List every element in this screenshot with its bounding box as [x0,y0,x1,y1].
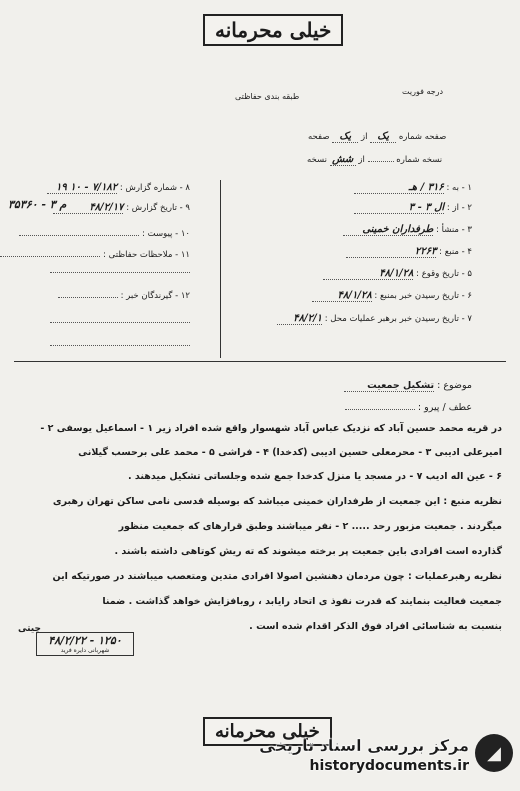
right-field-label: ۶ - تاریخ رسیدن خبر بمنبع : [374,291,472,301]
subject-label: موضوع : [437,380,472,391]
left-field-label: ۱۲ - گیرندگان خبر : [120,291,190,301]
copy-value [368,161,394,162]
body-line: نظریه منبع : این جمعیت از طرفداران خمینی میباشد که بوسیله قدسی نامی ساکن تهران رهبری [52,496,502,507]
page-unit: صفحه [308,132,330,142]
watermark-url: historydocuments.ir [309,758,469,774]
right-field-value: ال ۳ - ۳ [354,202,444,214]
copy-label: نسخه شماره [396,155,443,165]
watermark-logo-icon: ◢ [475,734,513,772]
body-line: در قریه محمد حسین آباد که نزدیک عباس آباد شهسوار واقع شده افراد زیر ۱ - اسماعیل یوسفی ۲ - [40,423,502,434]
page-total: یک [332,131,358,143]
right-field-to [354,182,472,194]
right-field-label: ۳ - منشأ : [436,225,472,235]
right-field-value: ۴۸/۲/۱ [277,313,322,325]
copy-number-line [307,154,442,166]
body-line: میگردند . جمعیت مزبور رحد ..... ۲ - نفر میباشند وطبق قرارهای که جمعیت منظور [118,521,502,532]
right-field-value: طرفداران خمینی [343,224,433,236]
blank-line [50,322,190,323]
section-divider [14,361,506,362]
subject-line [344,380,472,392]
classification-stamp-top: خیلی محرمانه [203,14,343,46]
reference-value [345,409,415,410]
blank-line [50,345,190,346]
page-value: یک [370,131,396,143]
copy-unit: نسخه [307,155,327,165]
body-line: امیرعلی ادیبی ۳ - محرمعلی حسین ادیبی (کدخدا) ۴ - فراشی ۵ - محمد علی برحسب گیلانی [78,447,502,458]
right-field-value: ۴۸/۱/۲۸ [312,290,372,302]
body-line: گذارده است افرادی باین جمعیت پر برخته میشوند که ته ریش کوتاهی داشته باشند . [114,546,502,557]
left-field-label: ۹ - تاریخ گزارش : [126,203,190,213]
right-field-occurrence-date [323,268,472,280]
page-label: صفحه شماره [398,132,447,142]
body-line: جمعیت فعالیت بنمایند که قدرت نفوذ ی اتحاد رایابد ، روبافزایش خواهد گذاشت . ضمنا [102,596,502,607]
watermark-title: مرکز بررسی اسناد تاریخی [259,736,469,755]
right-field-leader-received-date [277,313,472,325]
body-line: ۶ - عین اله ادیب ۷ - در مسجد یا منزل کدخدا جمع شده وجلساتی تشکیل میدهند . [128,471,502,482]
right-field-value: ۲۲۶۳ [346,246,436,258]
right-field-value: ۴۸/۱/۲۸ [323,268,413,280]
page-from: از [360,132,368,142]
left-field-attachment [19,229,190,239]
body-line: بنسبت به شناسائی افراد فوق الذکر اقدام شده است . [249,621,502,632]
priority-label: درجه فوریت [402,87,444,96]
left-field-report-number [47,182,190,194]
left-field-report-date [53,202,190,214]
left-field-label: ۱۰ - پیوست : [142,229,190,239]
classification-stamp-bottom: خیلی محرمانه [203,717,332,746]
copy-total: شش [330,154,356,166]
left-field-value: ۴۸/۲/۱۷ [53,202,123,214]
copy-from: از [358,155,365,165]
right-field-label: ۷ - تاریخ رسیدن خبر برهبر عملیات محل : [324,314,472,324]
left-field-value [58,297,118,298]
watermark [195,728,515,788]
left-field-value [0,256,100,257]
registration-stamp-sub: شهربانی دایره فرید [60,647,110,654]
right-field-value: ۳۱۶ / هـ [354,182,444,194]
blank-line [50,272,190,273]
page-number-line [308,131,446,143]
column-divider [220,180,221,358]
security-classification-label: طبقه بندی حفاظتی [235,92,300,101]
registration-stamp [36,632,134,656]
left-field-recipients [58,291,190,301]
registration-stamp-number: ۴۸/۲/۲۲ - ۱۲۵۰ [48,634,122,647]
left-field-value: ۷/۱۸۲ - ۱۰ ۱۹ [47,182,117,194]
right-field-source [346,246,472,258]
body-line: نظریه رهبرعملیات : چون مردمان دهنشین اصولا افرادی متدین ومتعصب میباشند در صورتیکه این [52,571,502,582]
left-field-label: ۱۱ - ملاحظات حفاظتی : [103,250,190,260]
right-field-source-received-date [312,290,472,302]
left-field-label: ۸ - شماره گزارش : [119,183,190,193]
right-field-from [354,202,472,214]
left-field-value [19,235,139,236]
right-field-label: ۲ - از : [446,203,472,213]
right-field-label: ۱ - به : [446,183,472,193]
left-handwritten-note: ۳۵۳۶۰ - ۳ م [8,198,67,211]
left-field-security-notes [0,250,190,260]
right-field-label: ۴ - منبع : [439,247,472,257]
reference-label: عطف / پیرو : [417,402,472,413]
right-field-label: ۵ - تاریخ وقوع : [416,269,472,279]
signature-label: چیتی [18,624,41,634]
right-field-origin [343,224,472,236]
reference-line [345,402,472,413]
subject-value: تشکیل جمعیت [344,380,434,392]
